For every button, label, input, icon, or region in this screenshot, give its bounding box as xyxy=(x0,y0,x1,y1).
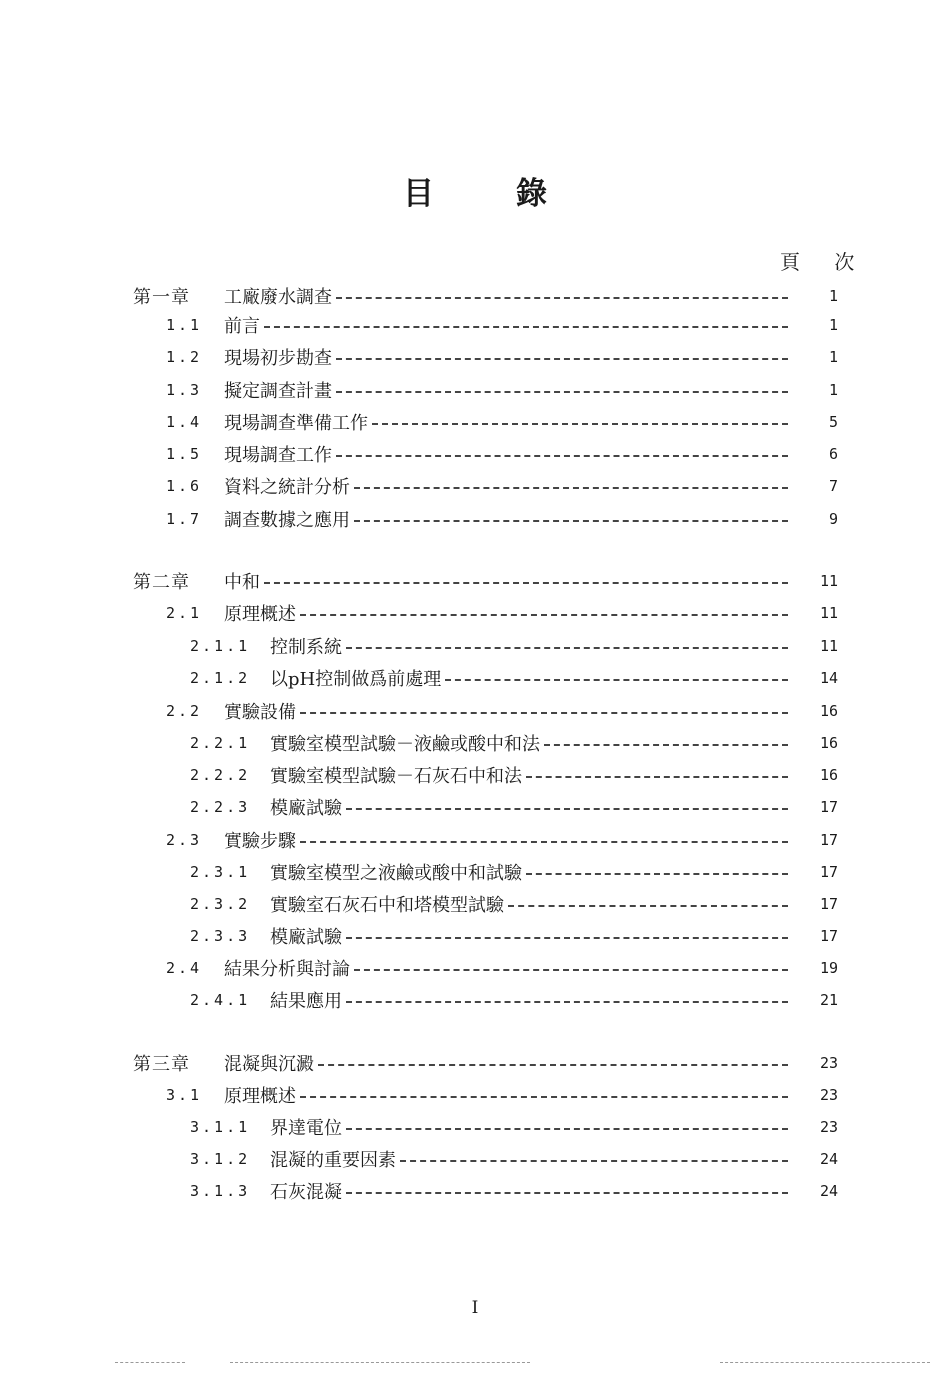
section-number: 2.2.1 xyxy=(190,734,251,752)
toc-entry xyxy=(0,1177,950,1205)
toc-entry-title: 原理概述 xyxy=(224,1082,298,1108)
toc-entry xyxy=(0,599,950,627)
dot-leader xyxy=(354,487,788,489)
toc-entry xyxy=(0,505,950,533)
section-number: 2.3 xyxy=(166,831,203,849)
section-number: 1.3 xyxy=(166,381,203,399)
toc-entry-title: 原理概述 xyxy=(224,600,298,626)
page-title xyxy=(0,168,950,213)
dot-leader xyxy=(346,808,788,810)
toc-entry xyxy=(0,1049,950,1077)
toc-entry-title: 實驗室模型之液鹼或酸中和試驗 xyxy=(270,859,524,885)
toc-page-number: 24 xyxy=(819,1182,838,1200)
toc-page-number: 1 xyxy=(828,316,838,334)
toc-entry xyxy=(0,826,950,854)
toc-entry-label xyxy=(224,1050,788,1076)
toc-entry-title: 前言 xyxy=(224,312,262,338)
toc-page-number: 1 xyxy=(828,287,838,305)
toc-entry-label xyxy=(224,473,788,499)
toc-page-number: 17 xyxy=(819,895,838,913)
toc-entry-title: 模廠試驗 xyxy=(270,923,344,949)
toc-entry xyxy=(0,922,950,950)
toc-entry-title: 中和 xyxy=(224,568,262,594)
toc-entry-label xyxy=(270,859,788,885)
toc-entry-title: 工廠廢水調查 xyxy=(224,283,334,309)
toc-entry-label xyxy=(224,344,788,370)
toc-entry-title: 石灰混凝 xyxy=(270,1178,344,1204)
toc-page-number: 16 xyxy=(819,734,838,752)
toc-page-number: 7 xyxy=(828,477,838,495)
toc-entry-title: 混凝與沉澱 xyxy=(224,1050,316,1076)
toc-entry-label xyxy=(270,987,788,1013)
chapter-number: 第一章 xyxy=(133,287,190,308)
toc-entry-label xyxy=(224,312,788,338)
section-number: 3.1.3 xyxy=(190,1182,251,1200)
toc-page-number: 16 xyxy=(819,766,838,784)
section-number: 2.4 xyxy=(166,959,203,977)
section-number: 2.2 xyxy=(166,702,203,720)
dot-leader xyxy=(346,937,788,939)
section-number: 3.1.2 xyxy=(190,1150,251,1168)
toc-entry-label xyxy=(270,1114,788,1140)
toc-entry xyxy=(0,664,950,692)
toc-page-number: 9 xyxy=(828,510,838,528)
chapter-number: 第二章 xyxy=(133,572,190,593)
toc-page-number: 5 xyxy=(828,413,838,431)
section-number: 2.1.1 xyxy=(190,637,251,655)
toc-entry-title: 現場調查工作 xyxy=(224,441,334,467)
toc-entry xyxy=(0,632,950,660)
toc-entry-title: 結果分析與討論 xyxy=(224,955,352,981)
toc-entry-label xyxy=(224,600,788,626)
toc-entry xyxy=(0,954,950,982)
toc-entry xyxy=(0,793,950,821)
section-number: 1.4 xyxy=(166,413,203,431)
toc-page-number: 14 xyxy=(819,669,838,687)
toc-entry-label xyxy=(270,633,788,659)
toc-page-number: 16 xyxy=(819,702,838,720)
toc-entry-title: 實驗步驟 xyxy=(224,827,298,853)
dot-leader xyxy=(300,712,788,714)
dot-leader xyxy=(336,391,788,393)
toc-entry-label xyxy=(224,1082,788,1108)
section-number: 2.3.1 xyxy=(190,863,251,881)
title-char-1: 目 xyxy=(403,176,434,212)
toc-entry-title: 資料之統計分析 xyxy=(224,473,352,499)
section-number: 2.2.3 xyxy=(190,798,251,816)
toc-page-number: 17 xyxy=(819,927,838,945)
toc-entry xyxy=(0,986,950,1014)
toc-entry-label xyxy=(270,1178,788,1204)
scan-artifact xyxy=(720,1362,930,1363)
toc-page-number: 19 xyxy=(819,959,838,977)
toc-entry xyxy=(0,1145,950,1173)
section-number: 3.1.1 xyxy=(190,1118,251,1136)
dot-leader xyxy=(346,647,788,649)
toc-page-number: 23 xyxy=(819,1086,838,1104)
section-number: 2.3.3 xyxy=(190,927,251,945)
toc-entry-title: 現場初步勘查 xyxy=(224,344,334,370)
toc-page-number: 17 xyxy=(819,798,838,816)
toc-entry-label xyxy=(224,698,788,724)
toc-entry xyxy=(0,408,950,436)
toc-entry-title: 實驗室模型試驗－液鹼或酸中和法 xyxy=(270,730,542,756)
toc-entry xyxy=(0,1113,950,1141)
dot-leader xyxy=(336,358,788,360)
toc-entry-label xyxy=(270,762,788,788)
dot-leader xyxy=(346,1128,788,1130)
dot-leader xyxy=(300,1096,788,1098)
dot-leader xyxy=(346,1192,788,1194)
toc-entry xyxy=(0,343,950,371)
dot-leader xyxy=(526,776,788,778)
dot-leader xyxy=(336,297,788,299)
dot-leader xyxy=(300,614,788,616)
dot-leader xyxy=(526,873,788,875)
toc-entry xyxy=(0,697,950,725)
toc-page-number: 11 xyxy=(819,637,838,655)
section-number: 2.1 xyxy=(166,604,203,622)
toc-entry-title: 模廠試驗 xyxy=(270,794,344,820)
dot-leader xyxy=(354,520,788,522)
toc-page-number: 17 xyxy=(819,863,838,881)
section-number: 2.3.2 xyxy=(190,895,251,913)
toc-entry xyxy=(0,1081,950,1109)
dot-leader xyxy=(544,744,788,746)
toc-entry-label xyxy=(270,891,788,917)
section-number: 2.4.1 xyxy=(190,991,251,1009)
toc-entry-title: 界達電位 xyxy=(270,1114,344,1140)
scan-artifact xyxy=(230,1362,530,1363)
chapter-number: 第三章 xyxy=(133,1054,190,1075)
dot-leader xyxy=(354,969,788,971)
dot-leader xyxy=(372,423,788,425)
dot-leader xyxy=(346,1001,788,1003)
section-number: 1.1 xyxy=(166,316,203,334)
toc-entry-title: 現場調查準備工作 xyxy=(224,409,370,435)
toc-entry-title: 實驗室模型試驗－石灰石中和法 xyxy=(270,762,524,788)
toc-entry-label xyxy=(270,794,788,820)
toc-page-number: 11 xyxy=(819,572,838,590)
toc-entry-label xyxy=(224,506,788,532)
toc-page-number: 23 xyxy=(819,1054,838,1072)
toc-entry xyxy=(0,440,950,468)
dot-leader xyxy=(264,582,788,584)
toc-entry-title: 控制系統 xyxy=(270,633,344,659)
toc-entry-title: 以pH控制做爲前處理 xyxy=(270,665,443,691)
dot-leader xyxy=(508,905,788,907)
toc-entry xyxy=(0,311,950,339)
section-number: 1.6 xyxy=(166,477,203,495)
toc-entry-title: 調查數據之應用 xyxy=(224,506,352,532)
toc-entry-title: 結果應用 xyxy=(270,987,344,1013)
toc-entry-title: 實驗室石灰石中和塔模型試驗 xyxy=(270,891,506,917)
dot-leader xyxy=(300,841,788,843)
dot-leader xyxy=(264,326,788,328)
section-number: 1.2 xyxy=(166,348,203,366)
toc-page-number: 1 xyxy=(828,381,838,399)
toc-page-number: 6 xyxy=(828,445,838,463)
page-number-footer: I xyxy=(471,1298,479,1318)
section-number: 2.2.2 xyxy=(190,766,251,784)
toc-entry xyxy=(0,282,950,310)
toc-entry-label xyxy=(270,665,788,691)
toc-entry xyxy=(0,761,950,789)
toc-entry xyxy=(0,858,950,886)
toc-entry-label xyxy=(270,1146,788,1172)
toc-page-number: 1 xyxy=(828,348,838,366)
toc-entry-label xyxy=(270,730,788,756)
scan-artifact xyxy=(115,1362,185,1363)
dot-leader xyxy=(318,1064,788,1066)
toc-entry-label xyxy=(224,827,788,853)
toc-entry-label xyxy=(224,283,788,309)
toc-entry-label xyxy=(224,377,788,403)
page-column-header: 頁 次 xyxy=(780,250,869,274)
dot-leader xyxy=(336,455,788,457)
toc-entry-label xyxy=(224,568,788,594)
toc-entry-label xyxy=(224,409,788,435)
section-number: 1.7 xyxy=(166,510,203,528)
dot-leader xyxy=(400,1160,788,1162)
toc-entry xyxy=(0,376,950,404)
toc-entry xyxy=(0,567,950,595)
toc-entry-title: 實驗設備 xyxy=(224,698,298,724)
title-char-2: 錄 xyxy=(516,176,547,212)
section-number: 3.1 xyxy=(166,1086,203,1104)
toc-entry xyxy=(0,472,950,500)
toc-entry-label xyxy=(270,923,788,949)
toc-entry-title: 混凝的重要因素 xyxy=(270,1146,398,1172)
toc-entry xyxy=(0,890,950,918)
toc-entry-title: 擬定調查計畫 xyxy=(224,377,334,403)
toc-page-number: 21 xyxy=(819,991,838,1009)
toc-page-number: 17 xyxy=(819,831,838,849)
toc-page-number: 11 xyxy=(819,604,838,622)
toc-page-number: 23 xyxy=(819,1118,838,1136)
toc-entry xyxy=(0,729,950,757)
section-number: 2.1.2 xyxy=(190,669,251,687)
toc-page-number: 24 xyxy=(819,1150,838,1168)
section-number: 1.5 xyxy=(166,445,203,463)
toc-entry-label xyxy=(224,955,788,981)
toc-entry-label xyxy=(224,441,788,467)
dot-leader xyxy=(445,679,788,681)
